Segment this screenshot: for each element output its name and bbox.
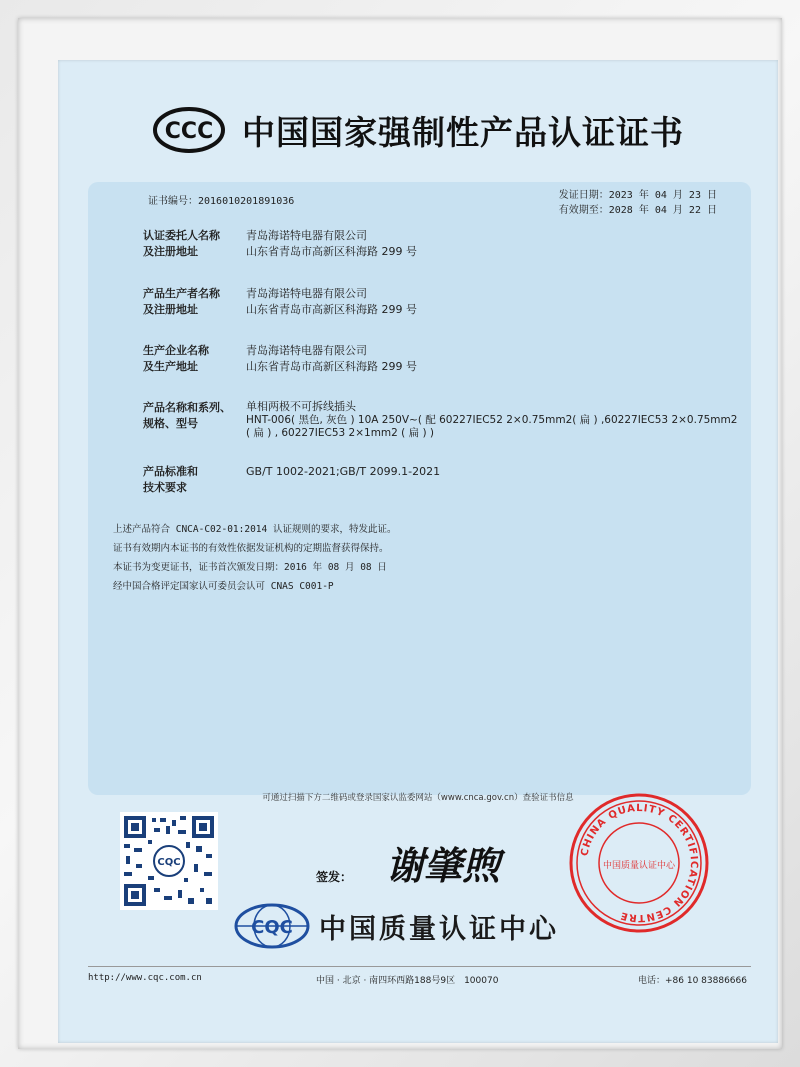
signature-image bbox=[368, 835, 518, 895]
official-stamp-icon bbox=[568, 792, 710, 934]
note-line: 本证书为变更证书，证书首次颁发日期：2016 年 08 月 08 日 bbox=[113, 562, 387, 573]
svg-text:CQC: CQC bbox=[157, 857, 181, 868]
certificate-paper bbox=[58, 60, 778, 1043]
footer-website[interactable]: http://www.cqc.com.cn bbox=[88, 973, 202, 983]
cert-number: 证书编号：2016010201891036 bbox=[148, 196, 295, 207]
svg-text:CCC: CCC bbox=[164, 119, 214, 144]
cert-dates bbox=[559, 188, 717, 218]
issuer-block bbox=[233, 902, 559, 950]
svg-text:中国质量认证中心: 中国质量认证中心 bbox=[602, 861, 676, 871]
certificate-header bbox=[58, 100, 778, 160]
issue-date: 发证日期：2023 年 04 月 23 日 bbox=[558, 190, 717, 201]
footer-divider bbox=[88, 966, 751, 967]
ccc-logo-icon bbox=[152, 106, 226, 154]
svg-text:CQC: CQC bbox=[251, 917, 293, 938]
svg-text:CHINA QUALITY CERTIFICATION CE: CHINA QUALITY CERTIFICATION CENTRE bbox=[579, 802, 700, 924]
note-line: 证书有效期内本证书的有效性依据发证机构的定期监督获得保持。 bbox=[113, 543, 389, 554]
certificate-notes bbox=[113, 520, 396, 596]
note-line: 上述产品符合 CNCA-C02-01:2014 认证规则的要求，特发此证。 bbox=[113, 524, 397, 535]
expiry-date: 有效期至：2028 年 04 月 22 日 bbox=[558, 205, 717, 216]
issuer-name: 中国质量认证中心 bbox=[319, 913, 559, 945]
footer-phone: 电话：+86 10 83886666 bbox=[638, 976, 747, 986]
svg-text:谢肇煦: 谢肇煦 bbox=[385, 843, 501, 888]
cqc-logo-icon bbox=[233, 902, 311, 950]
scan-note: 可通过扫描下方二维码或登录国家认监委网站（www.cnca.gov.cn）查验证书信息 bbox=[262, 793, 574, 803]
signature-label: 签发： bbox=[316, 870, 353, 884]
footer-address: 中国 · 北京 · 南四环西路188号9区 100070 bbox=[316, 976, 499, 986]
qr-code-icon[interactable] bbox=[120, 812, 218, 910]
note-line: 经中国合格评定国家认可委员会认可 CNAS C001-P bbox=[113, 581, 334, 592]
content-panel: 证书编号：2016010201891036 发证日期：2023 年 04 月 23 日 有效期至：2028 年 04 月 22 日 认证委托人名称 及注册地址 青岛海诺特电器有限公司 山东省青岛市高新区科海路 299 号 产品生产者名称 及注册地址 青岛海诺特电器有限公司 山东省青岛市高新区科海路 299 号 生产企业名称 及生产地址 青岛海诺特电器有限公司 山东省青岛市高新区科海路 299 号 产品名称和系列、 规格、型号 单相两极不可拆线插头 HNT-006( 黑色, 灰色 ) 10A 250V~( 配 60227IEC52 2×0.75mm2( 扁 ) ,60227IEC53 2×0.75mm2 ( 扁 ) , 60227IEC53 2×1mm2 ( 扁 ) ) 产品标准和 技术要求 GB/T 1002-2021;GB/T 2099.1-2021 bbox=[88, 182, 751, 795]
certificate-frame bbox=[18, 18, 782, 1049]
certificate-title: 中国国家强制性产品认证证书 bbox=[242, 112, 684, 152]
